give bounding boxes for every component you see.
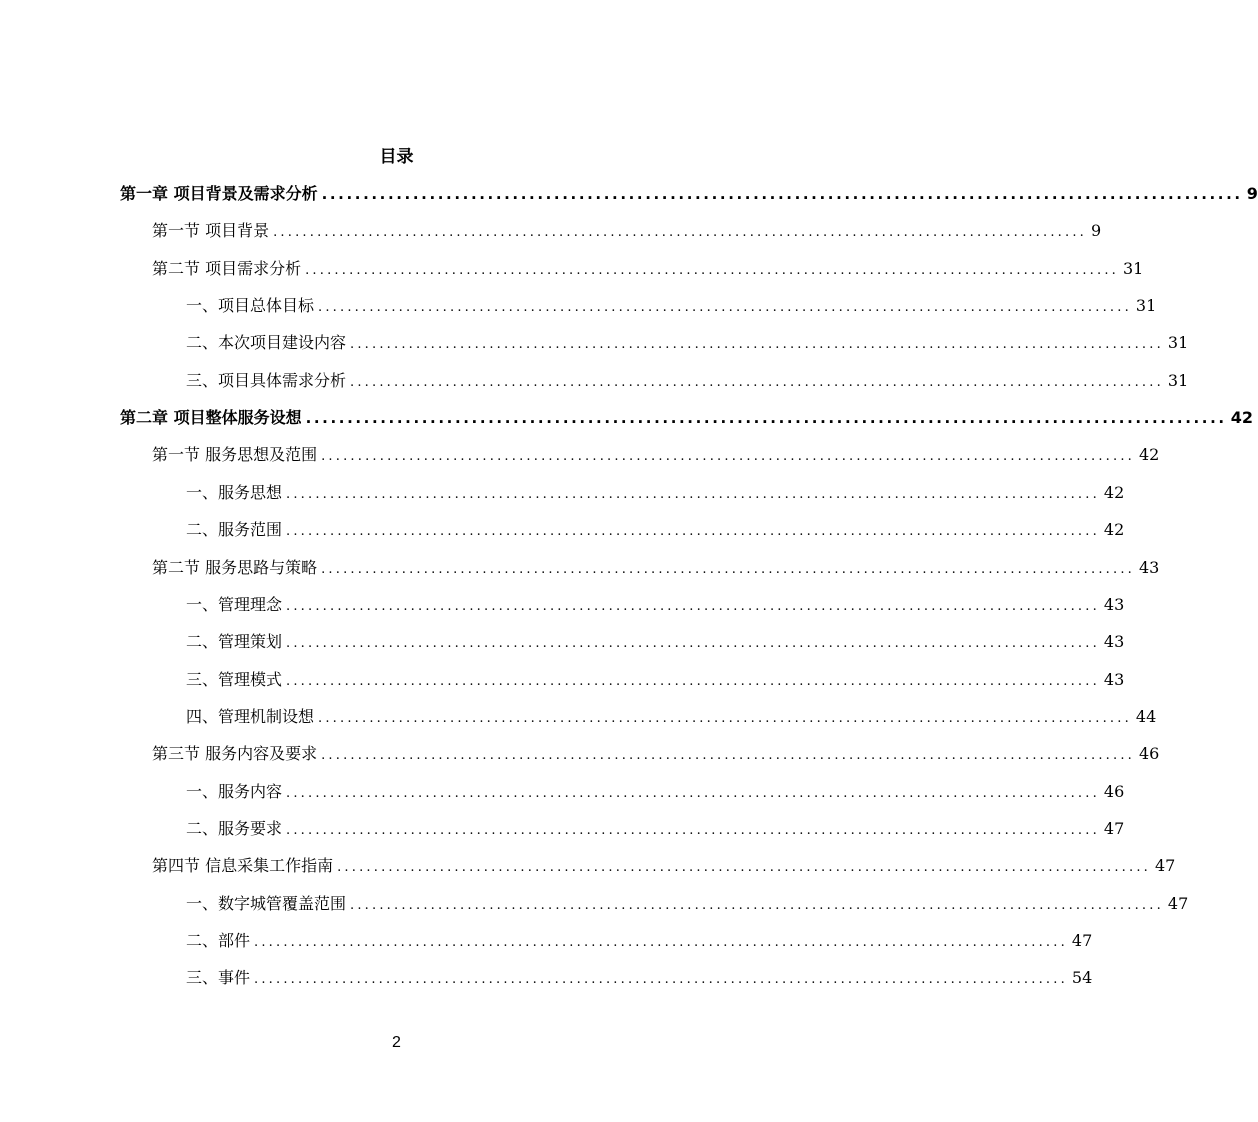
- toc-dot-leader: ...............................................................................................................: [286, 486, 1100, 502]
- toc-entry-page: 47: [1167, 893, 1189, 913]
- toc-subsection-entry[interactable]: [186, 780, 1125, 804]
- toc-entry-text: 第二章 项目整体服务设想: [120, 408, 302, 428]
- toc-dot-leader: ...............................................................................................................: [350, 374, 1164, 390]
- toc-entry-page: 9: [1246, 184, 1258, 203]
- toc-subsection-entry[interactable]: [186, 929, 1093, 953]
- toc-subsection-entry[interactable]: [186, 668, 1125, 692]
- toc-entry-page: 31: [1135, 296, 1157, 316]
- toc-entry-text: 一、项目总体目标: [186, 296, 315, 316]
- toc-dot-leader: ...............................................................................................................: [254, 972, 1068, 988]
- toc-entry-page: 43: [1138, 557, 1160, 577]
- toc-subsection-entry[interactable]: [186, 593, 1125, 617]
- toc-entry-page: 42: [1103, 482, 1125, 502]
- page-number: 2: [392, 1034, 401, 1051]
- toc-entry-text: 二、本次项目建设内容: [186, 333, 347, 353]
- toc-entry-page: 31: [1167, 370, 1189, 390]
- toc-dot-leader: ...............................................................................................................: [318, 300, 1132, 316]
- toc-subsection-entry[interactable]: [186, 294, 1157, 318]
- toc-section-entry[interactable]: [152, 443, 1160, 467]
- toc-subsection-entry[interactable]: [186, 331, 1189, 355]
- toc-section-entry[interactable]: [152, 742, 1160, 766]
- toc-dot-leader: ...............................................................................................................: [286, 524, 1100, 540]
- toc-entry-page: 47: [1071, 931, 1093, 950]
- toc-dot-leader: ...............................................................................................................: [286, 822, 1100, 838]
- toc-dot-leader: ...............................................................................................................: [286, 636, 1100, 652]
- toc-dot-leader: ...............................................................................................................: [318, 710, 1132, 726]
- toc-entry-page: 43: [1103, 669, 1125, 689]
- toc-entry-text: 第二节 服务思路与策略: [152, 557, 318, 577]
- toc-entry-page: 31: [1167, 333, 1189, 353]
- toc-subsection-entry[interactable]: [186, 705, 1157, 729]
- toc-entry-text: 一、数字城管覆盖范围: [186, 893, 347, 913]
- toc-subsection-entry[interactable]: [186, 369, 1189, 393]
- toc-entry-text: 第一章 项目背景及需求分析: [120, 184, 318, 203]
- toc-entry-text: 三、事件: [186, 968, 251, 988]
- toc-entry-page: 47: [1103, 818, 1125, 838]
- toc-subsection-entry[interactable]: [186, 966, 1093, 990]
- toc-entry-text: 第一节 项目背景: [152, 221, 270, 241]
- toc-entry-page: 54: [1071, 968, 1093, 988]
- toc-entry-text: 一、服务思想: [186, 482, 283, 502]
- toc-subsection-entry[interactable]: [186, 892, 1189, 916]
- toc-entry-page: 44: [1135, 706, 1157, 726]
- toc-entry-page: 47: [1154, 856, 1176, 876]
- toc-entry-text: 第一节 服务思想及范围: [152, 445, 318, 465]
- toc-entry-page: 46: [1103, 781, 1125, 801]
- toc-entry-text: 第四节 信息采集工作指南: [152, 856, 334, 876]
- toc-subsection-entry[interactable]: [186, 630, 1125, 654]
- toc-dot-leader: ...............................................................................................................: [321, 748, 1135, 764]
- toc-chapter-entry[interactable]: [120, 182, 1258, 206]
- toc-entry-page: 9: [1090, 221, 1102, 241]
- toc-chapter-entry[interactable]: [120, 406, 1253, 430]
- toc-section-entry[interactable]: [152, 556, 1160, 580]
- toc-dot-leader: ...............................................................................................................: [337, 860, 1151, 876]
- toc-section-entry[interactable]: [152, 257, 1144, 281]
- toc-entry-page: 31: [1122, 258, 1144, 278]
- toc-dot-leader: ...............................................................................................................: [350, 897, 1164, 913]
- toc-entry-text: 二、部件: [186, 931, 251, 950]
- toc-subsection-entry[interactable]: [186, 518, 1125, 542]
- toc-dot-leader: ...............................................................................................................: [305, 409, 1227, 428]
- toc-dot-leader: ...............................................................................................................: [273, 225, 1087, 241]
- toc-section-entry[interactable]: [152, 219, 1102, 243]
- toc-entry-text: 二、服务要求: [186, 818, 283, 838]
- toc-dot-leader: ...............................................................................................................: [286, 598, 1100, 614]
- toc-dot-leader: ...............................................................................................................: [350, 337, 1164, 353]
- toc-dot-leader: ...............................................................................................................: [321, 449, 1135, 465]
- toc-dot-leader: ...............................................................................................................: [254, 935, 1068, 950]
- toc-entry-page: 43: [1103, 632, 1125, 652]
- toc-entry-text: 第二节 项目需求分析: [152, 258, 302, 278]
- toc-entry-text: 三、管理模式: [186, 669, 283, 689]
- toc-entry-page: 46: [1138, 744, 1160, 764]
- toc-entry-text: 三、项目具体需求分析: [186, 370, 347, 390]
- toc-entry-text: 四、管理机制设想: [186, 706, 315, 726]
- toc-subsection-entry[interactable]: [186, 817, 1125, 841]
- toc-subsection-entry[interactable]: [186, 481, 1125, 505]
- toc-entry-text: 二、服务范围: [186, 520, 283, 540]
- toc-dot-leader: ...............................................................................................................: [286, 785, 1100, 801]
- toc-dot-leader: ...............................................................................................................: [321, 561, 1135, 577]
- toc-entry-text: 二、管理策划: [186, 632, 283, 652]
- toc-section-entry[interactable]: [152, 854, 1176, 878]
- toc-entry-page: 42: [1138, 445, 1160, 465]
- toc-entry-page: 43: [1103, 594, 1125, 614]
- toc-dot-leader: ...............................................................................................................: [305, 262, 1119, 278]
- toc-entry-text: 一、服务内容: [186, 781, 283, 801]
- toc-entry-text: 一、管理理念: [186, 594, 283, 614]
- toc-entry-page: 42: [1103, 520, 1125, 540]
- toc-title: 目录: [379, 147, 414, 167]
- toc-dot-leader: ...............................................................................................................: [286, 673, 1100, 689]
- toc-entry-page: 42: [1230, 408, 1253, 428]
- toc-dot-leader: ...............................................................................................................: [321, 185, 1243, 203]
- toc-entry-text: 第三节 服务内容及要求: [152, 744, 318, 764]
